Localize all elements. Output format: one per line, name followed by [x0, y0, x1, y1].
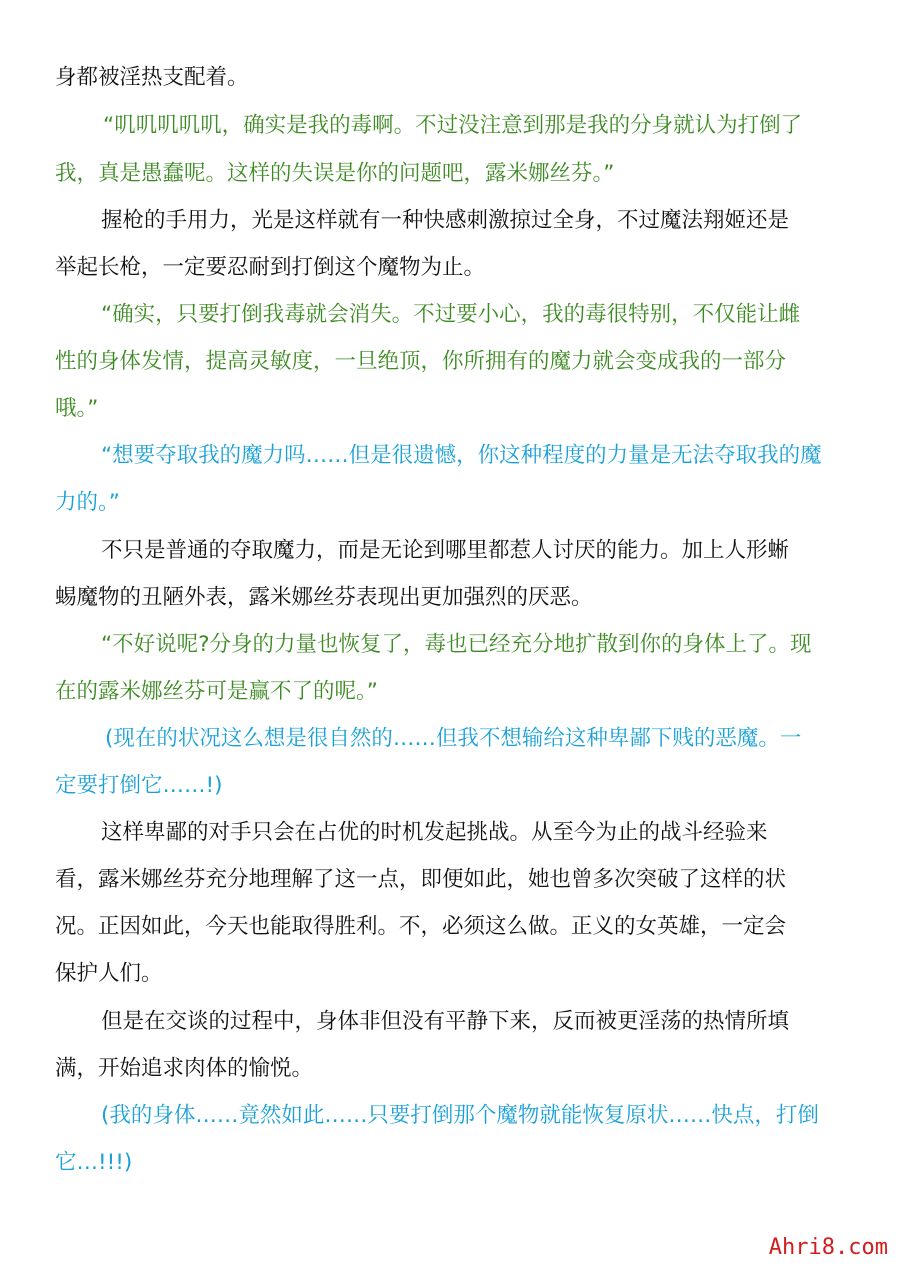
enemy-dialogue-line: 性的身体发情，提高灵敏度，一旦绝顶，你所拥有的魔力就会变成我的一部分: [55, 349, 787, 374]
narration-line: 握枪的手用力，光是这样就有一种快感刺激掠过全身，不过魔法翔姬还是: [101, 208, 790, 233]
heroine-dialogue-line: “想要夺取我的魔力吗……但是很遗憾，你这种程度的力量是无法夺取我的魔: [101, 443, 822, 468]
enemy-dialogue-line: 我，真是愚蠢呢。这样的失误是你的问题吧，露米娜丝芬。”: [55, 161, 615, 186]
heroine-thought-line: 定要打倒它……!): [55, 773, 223, 798]
heroine-thought-line: (现在的状况这么想是很自然的……但我不想输给这种卑鄙下贱的恶魔。一: [105, 726, 802, 751]
heroine-thought-line: 它…!!!): [55, 1150, 133, 1175]
enemy-dialogue-line: “确实，只要打倒我毒就会消失。不过要小心，我的毒很特别，不仅能让雌: [101, 302, 801, 327]
narration-line: 这样卑鄙的对手只会在占优的时机发起挑战。从至今为止的战斗经验来: [101, 820, 768, 845]
narration-line: 保护人们。: [55, 961, 163, 986]
heroine-dialogue-line: 力的。”: [55, 490, 120, 515]
heroine-thought-line: (我的身体……竟然如此……只要打倒那个魔物就能恢复原状……快点，打倒: [101, 1103, 819, 1128]
enemy-dialogue-line: “不好说呢?分身的力量也恢复了，毒也已经充分地扩散到你的身体上了。现: [101, 632, 812, 657]
enemy-dialogue-line: 在的露米娜丝芬可是赢不了的呢。”: [55, 679, 378, 704]
narration-line: 看，露米娜丝芬充分地理解了这一点，即便如此，她也曾多次突破了这样的状: [55, 867, 787, 892]
enemy-dialogue-line: “叽叽叽叽叽，确实是我的毒啊。不过没注意到那是我的分身就认为打倒了: [103, 113, 803, 138]
enemy-dialogue-line: 哦。”: [55, 396, 99, 421]
narration-line: 身都被淫热支配着。: [55, 65, 249, 90]
narration-line: 但是在交谈的过程中，身体非但没有平静下来，反而被更淫荡的热情所填: [101, 1009, 790, 1034]
narration-line: 不只是普通的夺取魔力，而是无论到哪里都惹人讨厌的能力。加上人形蜥: [101, 538, 790, 563]
narration-line: 况。正因如此，今天也能取得胜利。不，必须这么做。正义的女英雄，一定会: [55, 914, 787, 939]
narration-line: 举起长枪，一定要忍耐到打倒这个魔物为止。: [55, 255, 486, 280]
site-watermark: Ahri8.com: [768, 1235, 888, 1260]
narration-line: 蜴魔物的丑陋外表，露米娜丝芬表现出更加强烈的厌恶。: [55, 585, 593, 610]
narration-line: 满，开始追求肉体的愉悦。: [55, 1056, 314, 1081]
